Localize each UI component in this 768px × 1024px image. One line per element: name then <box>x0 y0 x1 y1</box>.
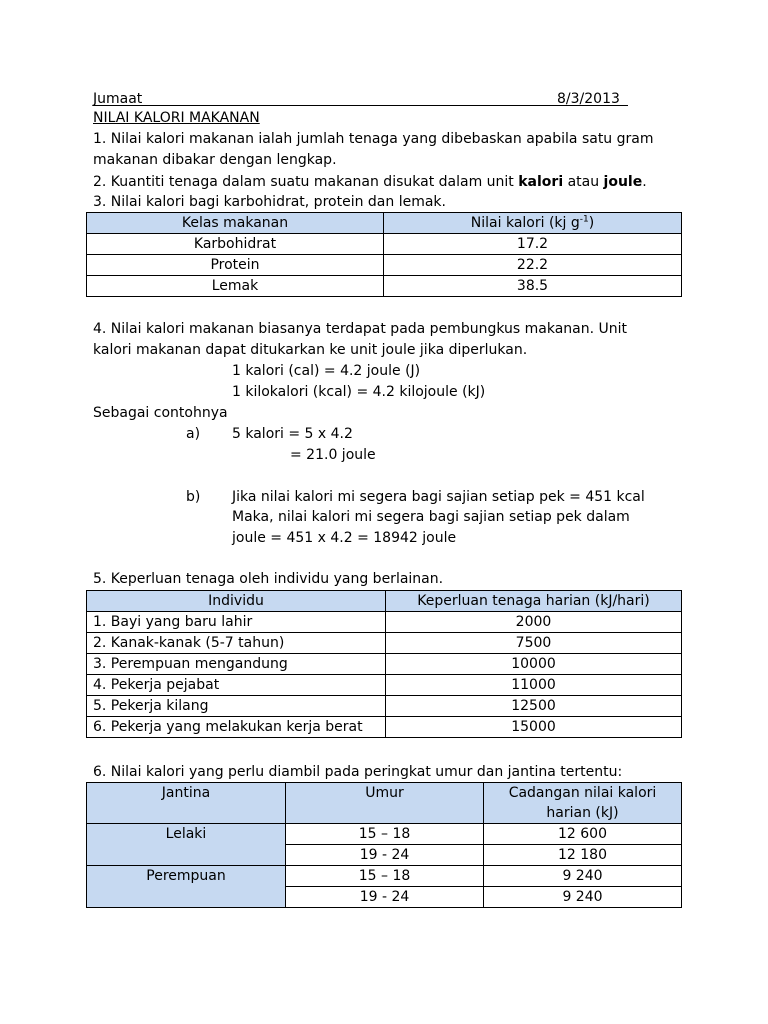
example-b-line-1: Jika nilai kalori mi segera bagi sajian setiap pek = 451 kcal <box>232 489 645 505</box>
table-row <box>87 696 682 717</box>
para-2-pre: 2. Kuantiti tenaga dalam suatu makanan disukat dalam unit <box>93 174 519 190</box>
para-2-kalori: kalori <box>518 174 564 190</box>
cell-individu: 6. Pekerja yang melakukan kerja berat <box>87 717 386 738</box>
cell-kelas: Protein <box>87 255 384 276</box>
cell-individu: 3. Perempuan mengandung <box>87 654 386 675</box>
para-1-line-1: 1. Nilai kalori makanan ialah jumlah tenaga yang dibebaskan apabila satu gram <box>93 131 654 147</box>
example-a-line-1: 5 kalori = 5 x 4.2 <box>232 426 353 442</box>
para-2 <box>93 172 647 192</box>
table-keperluan-tenaga <box>86 590 682 738</box>
table-row <box>87 255 682 276</box>
table-row <box>87 717 682 738</box>
cell-individu: 4. Pekerja pejabat <box>87 675 386 696</box>
para-5: 5. Keperluan tenaga oleh individu yang berlainan. <box>93 571 444 587</box>
para-4-line-1: 4. Nilai kalori makanan biasanya terdapat pada pembungkus makanan. Unit <box>93 321 628 337</box>
col-header-cadangan <box>484 783 682 824</box>
conversion-2: 1 kilokalori (kcal) = 4.2 kilojoule (kJ) <box>232 384 486 400</box>
col-header-nilai-close: ) <box>588 215 595 231</box>
table-header-row <box>87 783 682 824</box>
col-header-umur: Umur <box>286 783 484 824</box>
para-4-line-2: kalori makanan dapat ditukarkan ke unit joule jika diperlukan. <box>93 342 528 358</box>
example-b-line-3: joule = 451 x 4.2 = 18942 joule <box>232 530 457 546</box>
table-header-row <box>87 591 682 612</box>
para-1-line-2: makanan dibakar dengan lengkap. <box>93 152 337 168</box>
col-header-cadangan-line-1: Cadangan nilai kalori <box>508 785 657 801</box>
col-header-individu: Individu <box>87 591 386 612</box>
table-row <box>87 612 682 633</box>
para-2-atau: atau <box>563 174 604 190</box>
table-nilai-kalori <box>86 212 682 297</box>
table-row <box>87 234 682 255</box>
table-cadangan-kalori <box>86 782 682 908</box>
col-header-nilai-text: Nilai kalori (kj g <box>470 215 580 231</box>
cell-cadangan: 9 240 <box>484 887 682 908</box>
cell-keperluan: 10000 <box>386 654 682 675</box>
header-date: 8/3/2013 <box>557 91 620 107</box>
cell-kelas: Karbohidrat <box>87 234 384 255</box>
col-header-cadangan-line-2: harian (kJ) <box>546 805 619 821</box>
example-heading: Sebagai contohnya <box>93 405 228 421</box>
conversion-1: 1 kalori (cal) = 4.2 joule (J) <box>232 363 421 379</box>
table-row <box>87 633 682 654</box>
cell-keperluan: 12500 <box>386 696 682 717</box>
table-row <box>87 675 682 696</box>
col-header-keperluan: Keperluan tenaga harian (kJ/hari) <box>386 591 682 612</box>
cell-umur: 19 - 24 <box>286 845 484 866</box>
cell-individu: 5. Pekerja kilang <box>87 696 386 717</box>
page-title: NILAI KALORI MAKANAN <box>93 110 260 126</box>
col-header-jantina: Jantina <box>87 783 286 824</box>
table-header-row <box>87 213 682 234</box>
col-header-kelas: Kelas makanan <box>87 213 384 234</box>
cell-cadangan: 9 240 <box>484 866 682 887</box>
example-b-line-2: Maka, nilai kalori mi segera bagi sajian setiap pek dalam <box>232 509 630 525</box>
cell-individu: 2. Kanak-kanak (5-7 tahun) <box>87 633 386 654</box>
para-2-end: . <box>642 174 647 190</box>
cell-keperluan: 11000 <box>386 675 682 696</box>
cell-keperluan: 2000 <box>386 612 682 633</box>
cell-individu: 1. Bayi yang baru lahir <box>87 612 386 633</box>
cell-nilai: 17.2 <box>384 234 682 255</box>
cell-jantina: Lelaki <box>87 824 286 866</box>
cell-cadangan: 12 600 <box>484 824 682 845</box>
table-row <box>87 654 682 675</box>
table-row <box>87 276 682 297</box>
cell-umur: 15 – 18 <box>286 866 484 887</box>
table-row <box>87 866 682 887</box>
table-row <box>87 824 682 845</box>
cell-umur: 19 - 24 <box>286 887 484 908</box>
cell-cadangan: 12 180 <box>484 845 682 866</box>
header-rule <box>93 105 628 106</box>
cell-umur: 15 – 18 <box>286 824 484 845</box>
cell-keperluan: 7500 <box>386 633 682 654</box>
para-3: 3. Nilai kalori bagi karbohidrat, protein dan lemak. <box>93 194 446 210</box>
example-a-line-2: = 21.0 joule <box>290 447 376 463</box>
cell-jantina: Perempuan <box>87 866 286 908</box>
para-6: 6. Nilai kalori yang perlu diambil pada peringkat umur dan jantina tertentu: <box>93 764 623 780</box>
col-header-nilai <box>384 213 682 234</box>
example-a-label: a) <box>186 426 201 442</box>
para-2-joule: joule <box>603 174 643 190</box>
cell-keperluan: 15000 <box>386 717 682 738</box>
header-day: Jumaat <box>93 91 143 107</box>
cell-nilai: 22.2 <box>384 255 682 276</box>
cell-kelas: Lemak <box>87 276 384 297</box>
cell-nilai: 38.5 <box>384 276 682 297</box>
example-b-label: b) <box>186 489 201 505</box>
col-header-nilai-sup: -1 <box>579 214 589 225</box>
